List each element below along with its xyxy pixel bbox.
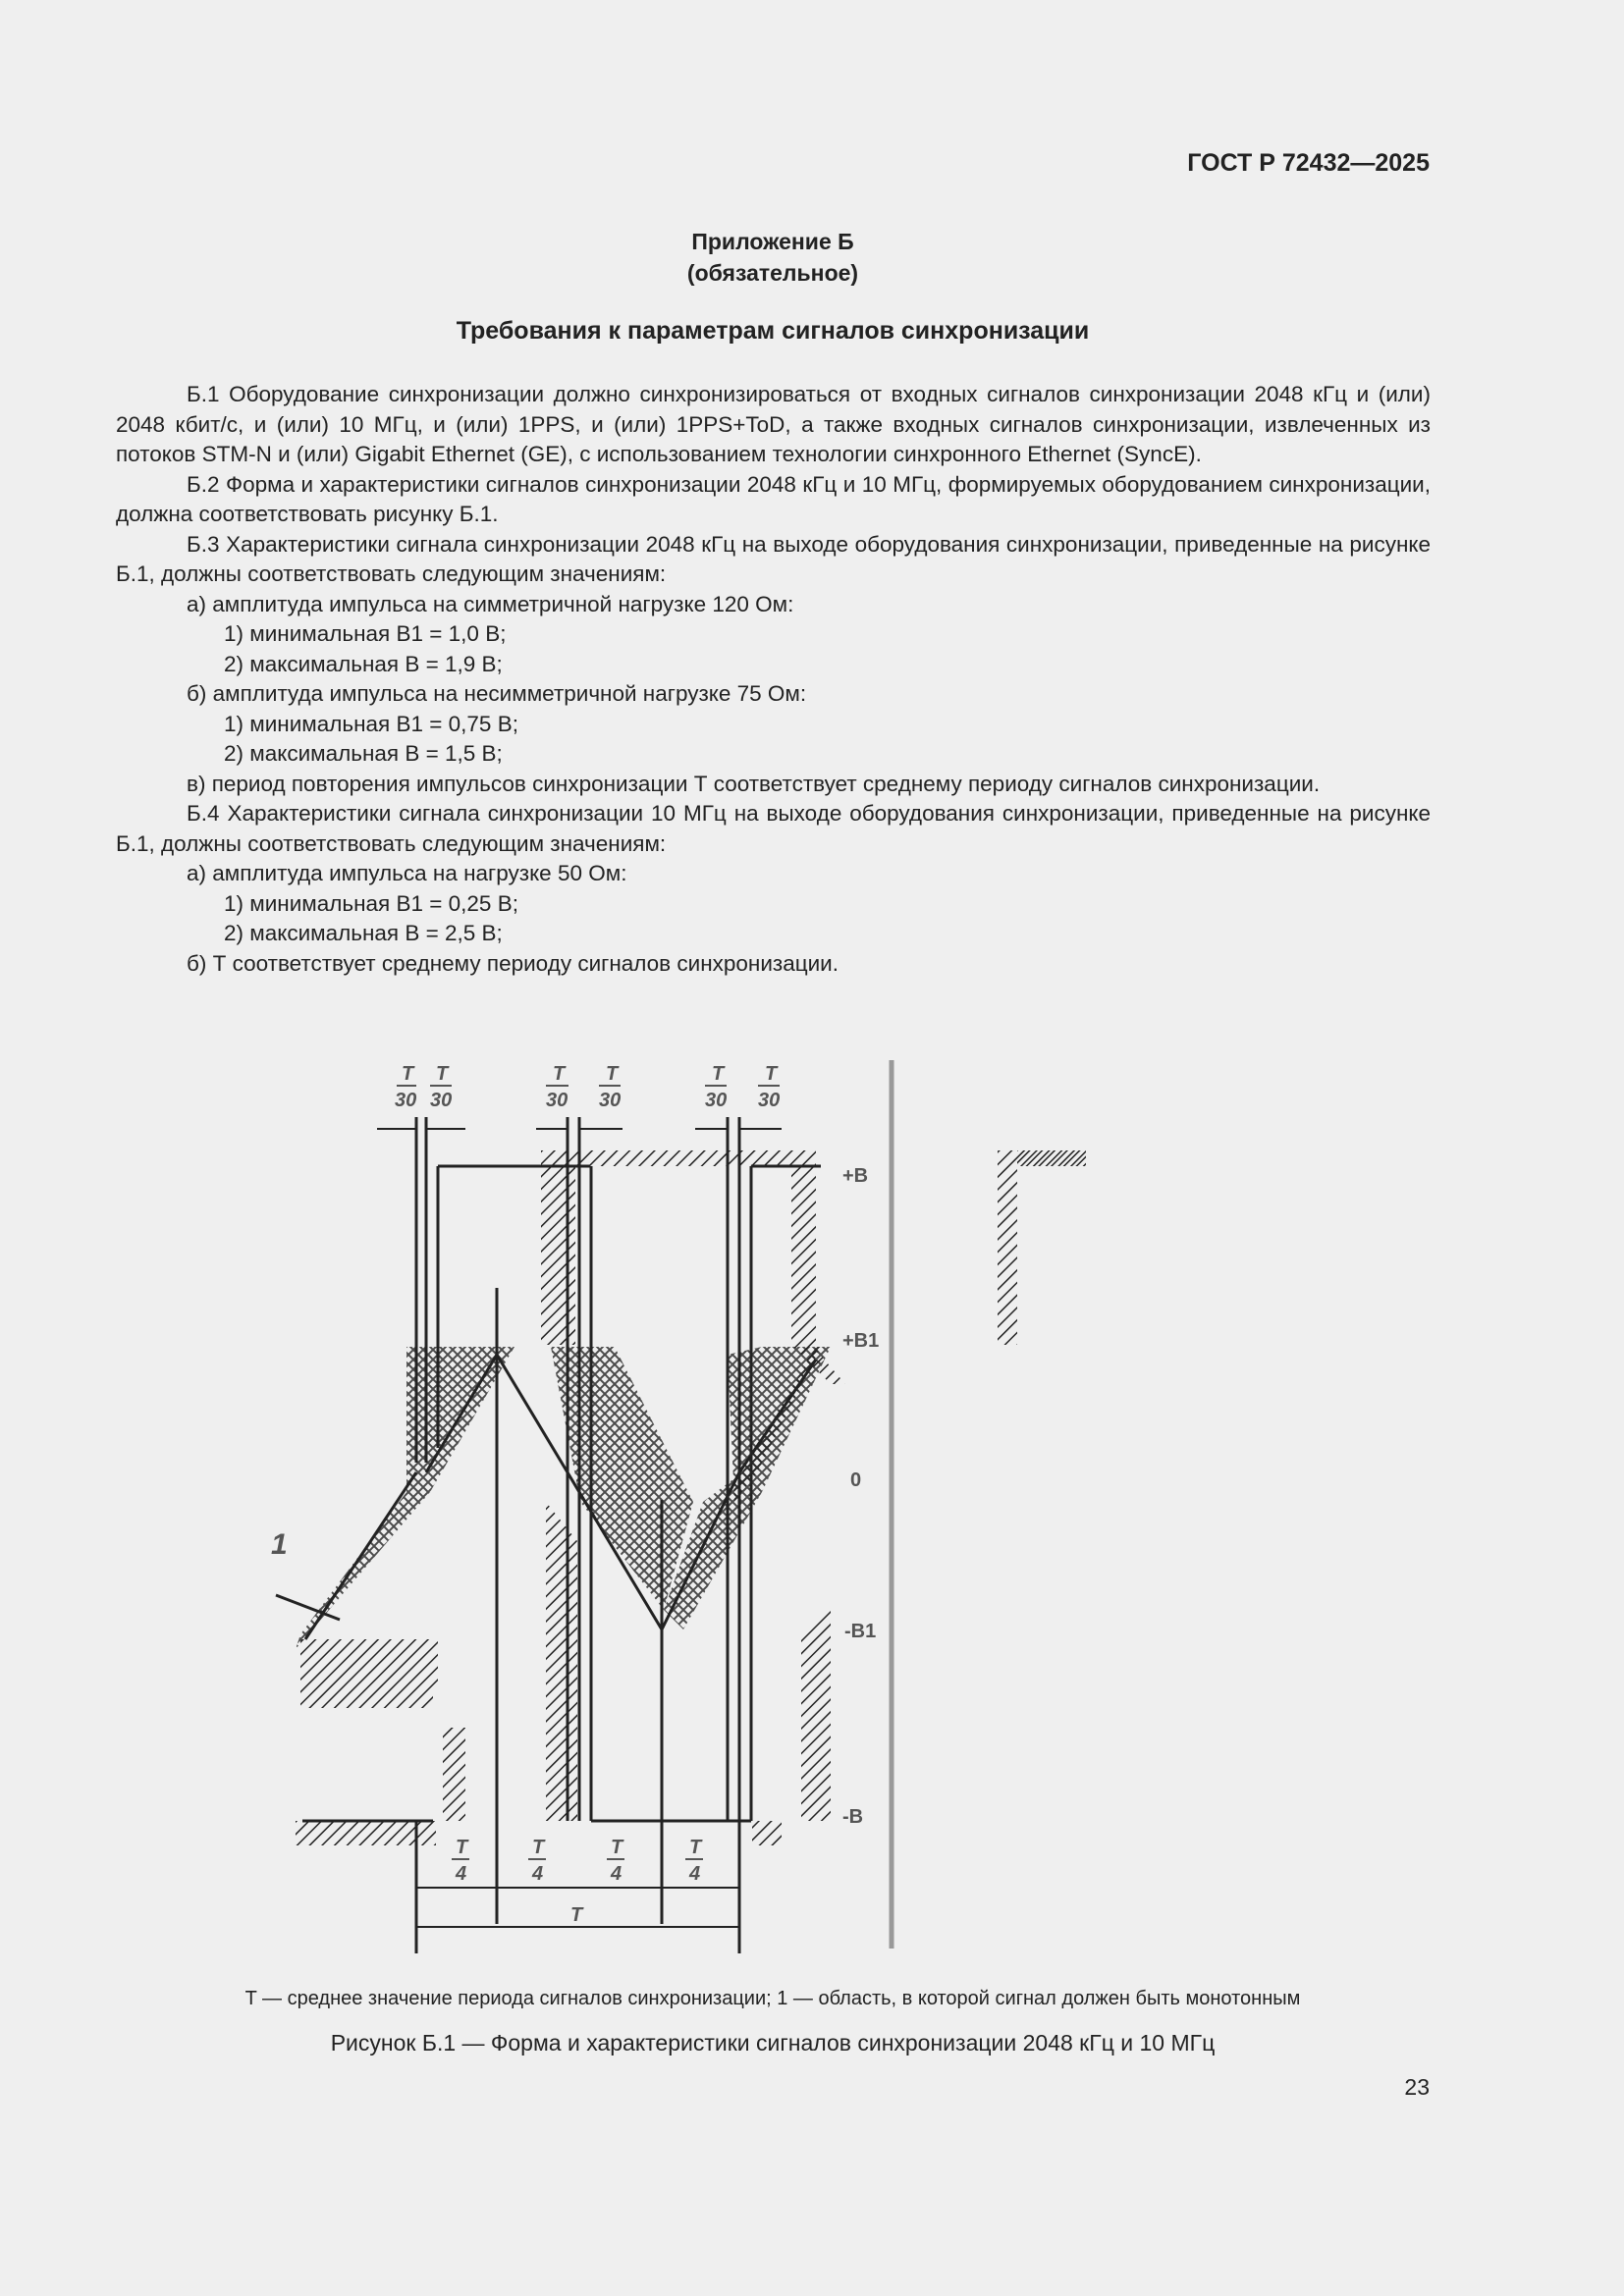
mask-right-top: [1017, 1150, 1086, 1166]
fraction-denominator: 30: [395, 1090, 417, 1111]
fraction-numerator: T: [765, 1063, 778, 1085]
region-1-label: 1: [271, 1528, 288, 1561]
fraction-denominator: 4: [456, 1863, 467, 1885]
paragraph-b3: Б.3 Характеристики сигнала синхронизации 2048 кГц на выходе оборудования синхронизации, приведенные на рисунке Б.1, должны соответствовать следующим значениям:: [116, 531, 1431, 586]
list-item: б) Т соответствует среднему периоду сигналов синхронизации.: [187, 950, 839, 976]
list-item: в) период повторения импульсов синхронизации Т соответствует среднему периоду сигналов синхронизации.: [187, 771, 1321, 796]
fraction-numerator: T: [402, 1063, 414, 1085]
level-label-minus-b1: -B1: [844, 1621, 877, 1642]
annex-heading: [0, 226, 1545, 289]
fraction-denominator: 30: [599, 1090, 622, 1111]
level-label-plus-b1: +B1: [842, 1330, 880, 1352]
mask-top-mid: [597, 1150, 772, 1166]
paragraph-b1: Б.1 Оборудование синхронизации должно синхронизироваться от входных сигналов синхронизации 2048 кГц и (или) 2048 кбит/с, и (или) 10 МГц, и (или) 1PPS, и (или) 1PPS+ToD, а также входных сигналов синхронизации, извлеченных из потоков STM-N и (или) Gigabit Ethernet (GE), с использованием технологии синхронного Ethernet (SyncE).: [116, 382, 1431, 466]
mask-right-lower: [801, 1610, 831, 1821]
level-label-minus-b: -B: [842, 1806, 864, 1828]
mask-left-lower: [300, 1639, 438, 1708]
paragraph-b4: Б.4 Характеристики сигнала синхронизации 10 МГц на выходе оборудования синхронизации, приведенные на рисунке Б.1, должны соответствовать следующим значениям:: [116, 801, 1431, 856]
fraction-labels-bottom: [452, 1837, 703, 1926]
list-item: 1) минимальная В1 = 0,75 В;: [224, 711, 518, 736]
fraction-numerator: T: [436, 1063, 449, 1085]
fraction-numerator: T: [712, 1063, 725, 1085]
mask-top-right: [998, 1150, 1086, 1345]
period-label: T: [570, 1904, 583, 1926]
figure-legend: T — среднее значение периода сигналов синхронизации; 1 — область, в которой сигнал должен быть монотонным: [244, 1988, 1301, 2009]
list-item: а) амплитуда импульса на нагрузке 50 Ом:: [187, 861, 627, 885]
fraction-numerator: T: [611, 1837, 623, 1858]
level-labels: [842, 1165, 879, 1828]
fraction-labels-top: [395, 1063, 780, 1111]
level-label-plus-b: +B: [842, 1165, 869, 1187]
document-number: ГОСТ Р 72432—2025: [1187, 149, 1430, 177]
mask-bottom-right: [752, 1821, 782, 1845]
fraction-numerator: T: [532, 1837, 545, 1858]
body-text: [116, 380, 1431, 979]
list-item: а) амплитуда импульса на симметричной нагрузке 120 Ом:: [187, 591, 794, 616]
fraction-denominator: 4: [532, 1863, 544, 1885]
transition-right: [728, 1347, 821, 1502]
list-item: 2) максимальная В = 1,9 В;: [224, 651, 503, 676]
figure-caption: Рисунок Б.1 — Форма и характеристики сигналов синхронизации 2048 кГц и 10 МГц: [330, 2030, 1216, 2056]
pulse-mask-figure: [124, 1060, 1086, 1963]
fraction-denominator: 30: [705, 1090, 728, 1111]
fraction-denominator: 30: [758, 1090, 781, 1111]
annex-status: (обязательное): [686, 260, 859, 286]
list-item: б) амплитуда импульса на несимметричной нагрузке 75 Ом:: [187, 681, 807, 706]
mask-center-bottom: [546, 1502, 577, 1821]
fraction-denominator: 30: [430, 1090, 453, 1111]
fraction-numerator: T: [553, 1063, 566, 1085]
pulse-mask-diagram: [124, 1060, 1086, 1963]
list-item: 1) минимальная В1 = 1,0 В;: [224, 621, 507, 646]
fraction-denominator: 4: [689, 1863, 701, 1885]
fraction-denominator: 30: [546, 1090, 568, 1111]
list-item: 2) максимальная В = 2,5 В;: [224, 921, 503, 945]
paragraph-b2: Б.2 Форма и характеристики сигналов синхронизации 2048 кГц и 10 МГц, формируемых оборудованием синхронизации, должна соответствовать рисунку Б.1.: [116, 471, 1431, 526]
fraction-denominator: 4: [611, 1863, 623, 1885]
mask-bottom-left-stem: [443, 1728, 465, 1821]
section-title: Требования к параметрам сигналов синхронизации: [456, 317, 1090, 345]
level-label-zero: 0: [850, 1469, 862, 1491]
fraction-numerator: T: [689, 1837, 702, 1858]
fraction-numerator: T: [456, 1837, 468, 1858]
list-item: 2) максимальная В = 1,5 В;: [224, 741, 503, 766]
list-item: 1) минимальная В1 = 0,25 В;: [224, 890, 518, 916]
fraction-numerator: T: [606, 1063, 619, 1085]
page-number: 23: [1404, 2074, 1430, 2100]
annex-title: Приложение Б: [691, 229, 854, 254]
